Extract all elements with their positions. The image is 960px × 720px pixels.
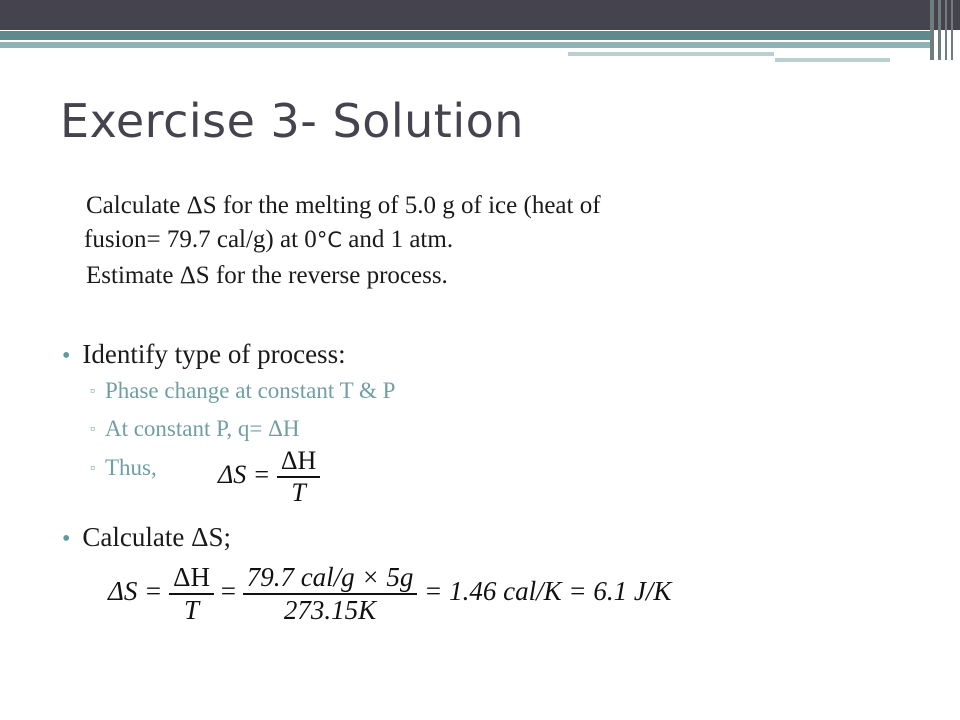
vertical-bar <box>938 0 941 60</box>
eq2-lhs: ΔS = <box>108 576 163 607</box>
eq1-lhs: ΔS = <box>218 459 271 489</box>
vertical-bar <box>945 0 947 60</box>
decorative-line <box>775 58 890 62</box>
top-dark-bar <box>0 0 960 30</box>
eq2-f2-denominator: 273.15K <box>283 595 377 625</box>
vertical-bar <box>951 0 953 60</box>
bullet-calculate: • Calculate ΔS; <box>62 522 231 552</box>
eq1-fraction <box>277 446 321 508</box>
teal-strip <box>0 31 930 40</box>
eq1-numerator: ΔH <box>277 446 321 478</box>
eq2-f2-numerator: 79.7 cal/g × 5g <box>243 562 418 595</box>
sub-bullet-phase: ▫ Phase change at constant T & P <box>90 378 396 403</box>
eq2-f1-denominator: T <box>184 595 200 625</box>
eq2-fraction-1 <box>169 562 214 626</box>
vertical-bar <box>930 0 934 60</box>
slide-title: Exercise 3- Solution <box>60 94 524 148</box>
eq2-fraction-2 <box>243 562 418 626</box>
bullet-dot-icon: • <box>62 526 71 552</box>
sub-bullet-thus: ▫ Thus, <box>90 455 157 480</box>
square-bullet-icon: ▫ <box>90 461 95 476</box>
decorative-line <box>568 52 774 56</box>
decorative-line-white <box>570 48 888 51</box>
eq2-f1-numerator: ΔH <box>169 562 214 595</box>
degree-unit: °C <box>316 228 342 252</box>
problem-line-2: fusion= 79.7 cal/g) at 0°C and 1 atm. <box>84 226 454 253</box>
square-bullet-icon: ▫ <box>90 422 95 437</box>
problem-estimate: Estimate ΔS for the reverse process. <box>86 262 448 289</box>
bullet-dot-icon: • <box>62 343 71 369</box>
eq1-denominator: T <box>291 478 306 507</box>
sub-bullet-constant-p: ▫ At constant P, q= ΔH <box>90 416 300 441</box>
problem-line-1: Calculate ΔS for the melting of 5.0 g of ice (heat of <box>86 192 601 219</box>
eq2-result: = 1.46 cal/K = 6.1 J/K <box>424 576 672 607</box>
equation-entropy-calculation <box>108 562 671 626</box>
square-bullet-icon: ▫ <box>90 384 95 399</box>
equation-entropy-definition <box>218 446 320 508</box>
eq2-equals: = <box>220 576 236 607</box>
bullet-identify: • Identify type of process: <box>62 339 346 369</box>
problem-statement <box>86 189 846 257</box>
